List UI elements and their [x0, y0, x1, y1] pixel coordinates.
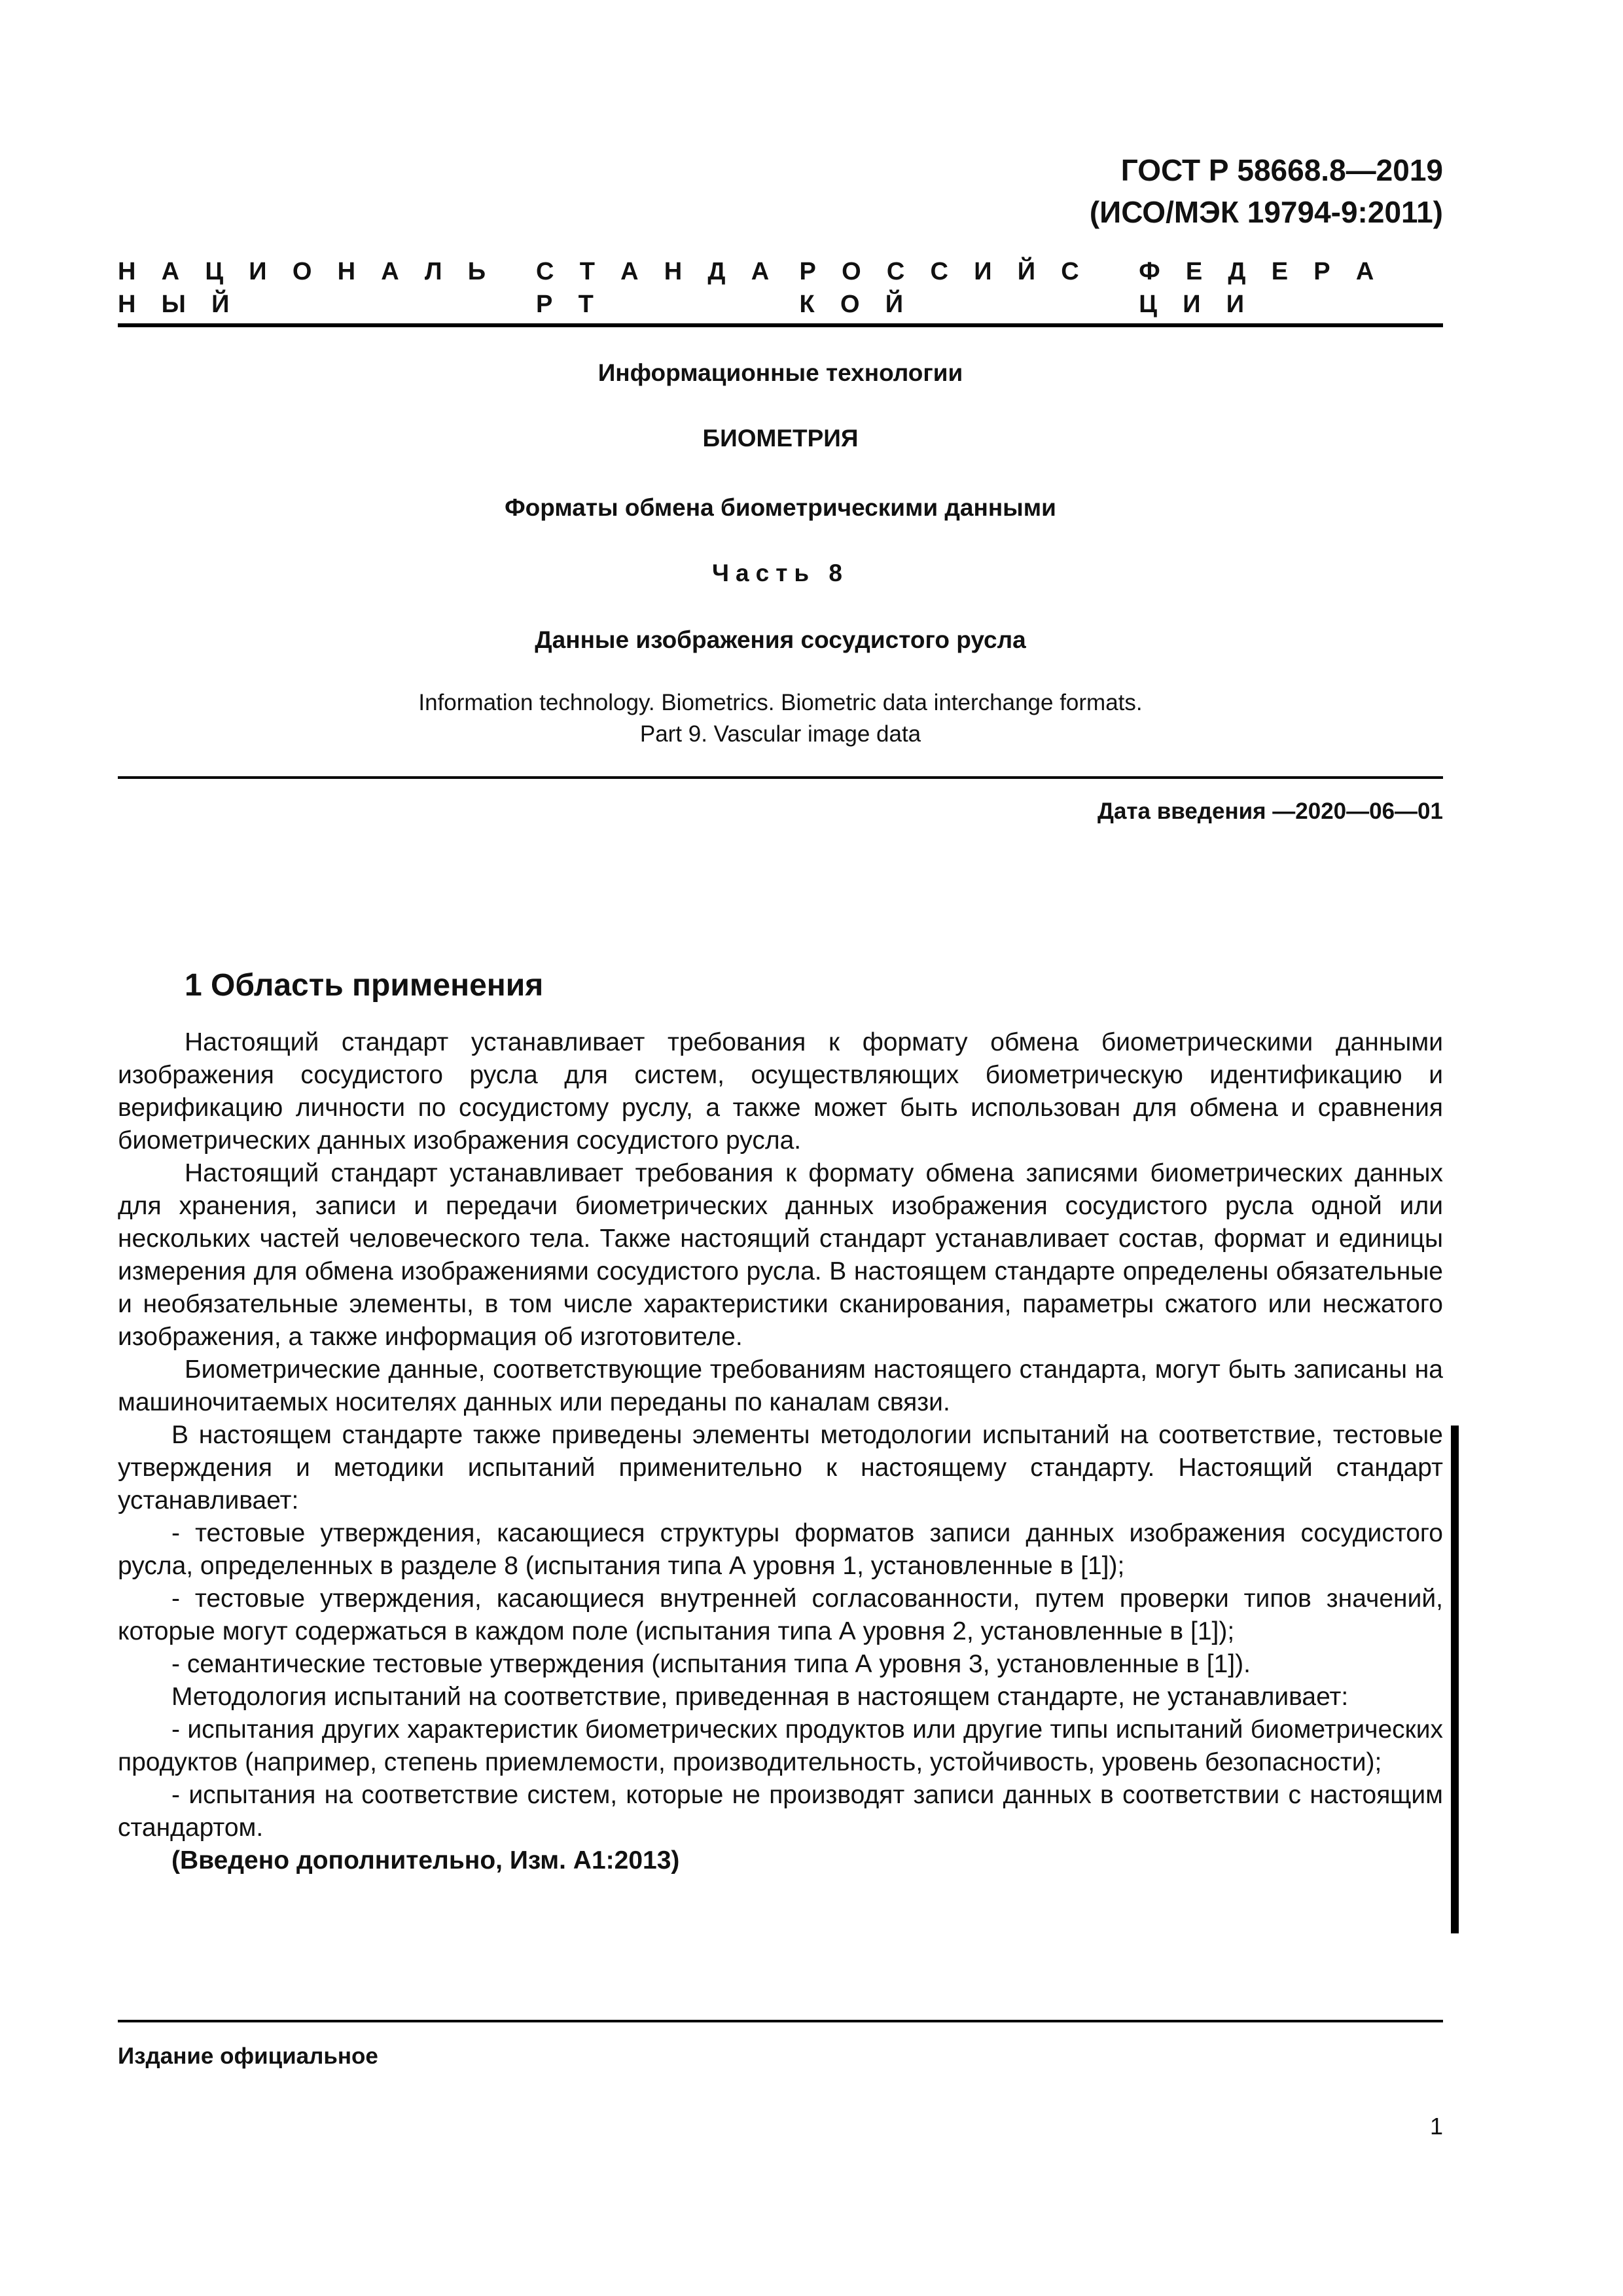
list-item: - тестовые утверждения, касающиеся внутренней согласованности, путем проверки типов значений, которые могут содержаться в каждом поле (испытания типа А уровня 2, установленные в [1]);: [118, 1585, 1443, 1645]
federation-word: Ф Е Д Е Р А Ц И И: [1139, 258, 1400, 318]
iso-reference: (ИСО/МЭК 19794-9:2011): [1089, 195, 1443, 229]
change-bar: [1451, 1426, 1459, 1933]
title-line-vascular: Данные изображения сосудистого русла: [535, 626, 1026, 653]
title-line-it: Информационные технологии: [597, 359, 963, 386]
standard-designation: [1090, 149, 1443, 233]
list-item: - испытания на соответствие систем, которые не производят записи данных в соответствии с настоящим стандартом.: [118, 1781, 1443, 1842]
title-part: Часть 8: [712, 560, 849, 586]
english-title-line2: Part 9. Vascular image data: [639, 721, 921, 747]
footer-rule: [118, 2020, 1443, 2022]
title-line-formats: Форматы обмена биометрическими данными: [505, 494, 1056, 521]
intro-date: Дата введения —2020—06—01: [1097, 798, 1443, 824]
paragraph: Настоящий стандарт устанавливает требования к формату обмена записями биометрических данных для хранения, записи и передачи биометрических данных изображения сосудистого русла одной или нескольких частей человеческого тела. Также настоящий стандарт устанавливает состав, формат и единицы измерения для обмена изображениями сосудистого русла. В настоящем стандарте определены обязательные и необязательные элементы, в том числе характеристики сканирования, параметры сжатого или несжатого изображения, а также информация об изготовителе.: [118, 1159, 1443, 1351]
top-rule: [118, 323, 1443, 327]
standard-code: ГОСТ Р 58668.8—2019: [1120, 153, 1443, 187]
edition-label: Издание официальное: [118, 2043, 378, 2069]
list-item: - тестовые утверждения, касающиеся структуры форматов записи данных изображения сосудистого русла, определенных в разделе 8 (испытания типа А уровня 1, установленные в [1]);: [118, 1519, 1443, 1580]
title-bottom-rule: [118, 776, 1443, 779]
national-standard-title: [118, 255, 1443, 321]
title-line-biometrics: БИОМЕТРИЯ: [702, 425, 859, 452]
page-number: 1: [1429, 2113, 1443, 2140]
amendment-note: (Введено дополнительно, Изм. А1:2013): [171, 1846, 680, 1874]
list-item: - испытания других характеристик биометрических продуктов или другие типы испытаний биометрических продуктов (например, степень приемлемости, производительность, устойчивость, уровень безопасности);: [118, 1715, 1443, 1776]
paragraph: Методология испытаний на соответствие, приведенная в настоящем стандарте, не устанавливает:: [171, 1683, 1349, 1711]
paragraph: Биометрические данные, соответствующие требованиям настоящего стандарта, могут быть записаны на машиночитаемых носителях данных или переданы по каналам связи.: [118, 1355, 1443, 1416]
section-body: [118, 1026, 1443, 1877]
standard-word: С Т А Н Д А Р Т: [536, 258, 795, 318]
russian-word: Р О С С И Й С К О Й: [799, 258, 1105, 318]
national-word: Н А Ц И О Н А Л Ь Н Ы Й: [118, 258, 512, 318]
paragraph: Настоящий стандарт устанавливает требования к формату обмена биометрическими данными изображения сосудистого русла для систем, осуществляющих биометрическую идентификацию и верификацию личности по сосудистому руслу, а также может быть использован для обмена и сравнения биометрических данных изображения сосудистого русла.: [118, 1028, 1443, 1155]
paragraph: В настоящем стандарте также приведены элементы методологии испытаний на соответствие, тестовые утверждения и методики испытаний применительно к настоящему стандарту. Настоящий стандарт устанавливает:: [118, 1421, 1443, 1515]
list-item: - семантические тестовые утверждения (испытания типа А уровня 3, установленные в [1]).: [171, 1650, 1251, 1678]
section-heading: 1 Область применения: [185, 968, 544, 1003]
english-title-line1: Information technology. Biometrics. Biometric data interchange formats.: [418, 690, 1143, 715]
